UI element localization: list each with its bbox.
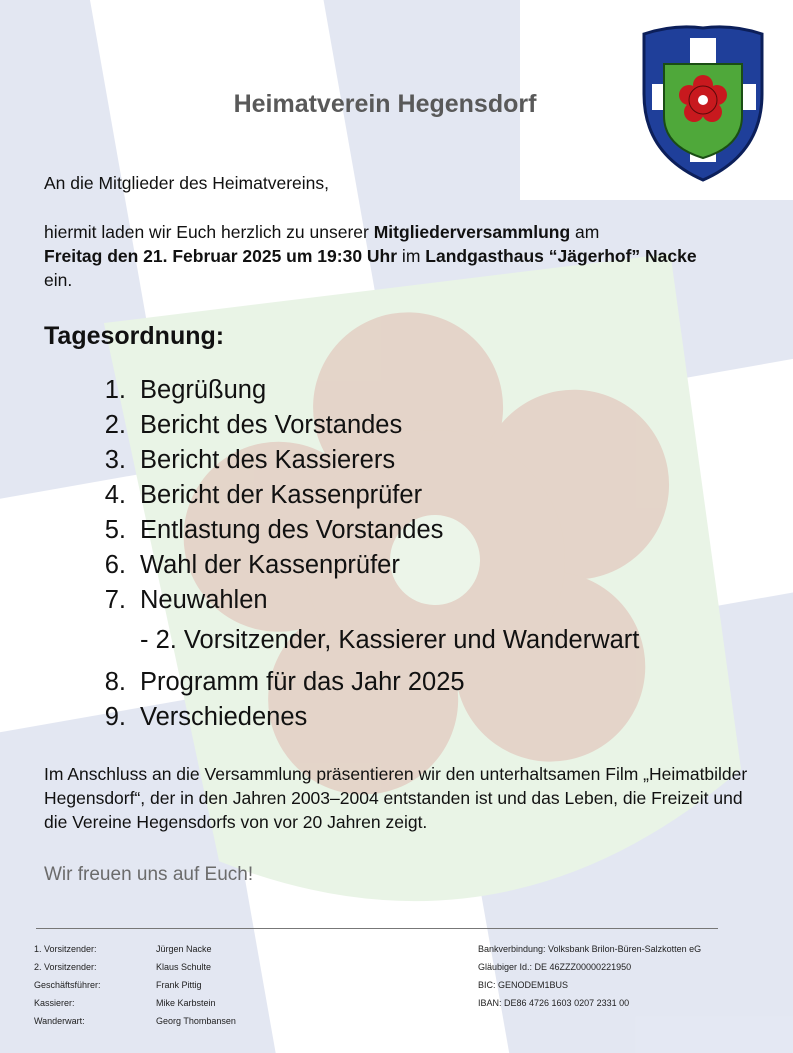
footer-role: Geschäftsführer: (34, 980, 101, 990)
agenda-text: Programm für das Jahr 2025 (140, 668, 465, 696)
agenda-number: 6. (104, 551, 126, 579)
agenda-text: Bericht des Vorstandes (140, 411, 403, 439)
footer-roles (34, 940, 101, 1030)
agenda-heading: Tagesordnung: (44, 322, 225, 350)
agenda-number: 3. (104, 446, 126, 474)
event-date: Freitag den 21. Februar 2025 um 19:30 Uhr (44, 246, 398, 266)
agenda-number: 4. (104, 481, 126, 509)
bank-line: IBAN: DE86 4726 1603 0207 2331 00 (478, 998, 630, 1008)
agenda-text: Neuwahlen (140, 586, 268, 614)
event-location: Landgasthaus “Jägerhof” Nacke (425, 246, 697, 266)
agenda-text: Verschiedenes (140, 703, 308, 731)
page-title: Heimatverein Hegensdorf (233, 90, 537, 118)
invitation-paragraph (44, 220, 764, 292)
footer-role: Wanderwart: (34, 1016, 85, 1026)
closing-thanks: Wir freuen uns auf Euch! (44, 864, 254, 885)
footer-name: Jürgen Nacke (156, 944, 212, 954)
footer-name: Georg Thombansen (156, 1016, 236, 1026)
agenda-number: 7. (104, 586, 126, 614)
invite-text: hiermit laden wir Euch herzlich zu unserer (44, 222, 374, 242)
agenda-number: 5. (104, 516, 126, 544)
agenda-text: Begrüßung (140, 376, 267, 404)
bank-line: Bankverbindung: Volksbank Brilon-Büren-Salzkotten eG (478, 944, 702, 954)
salutation: An die Mitglieder des Heimatvereins, (44, 173, 329, 193)
bank-line: Gläubiger Id.: DE 46ZZZ00000221950 (478, 962, 632, 972)
footer-names (156, 940, 236, 1030)
agenda-text: Bericht der Kassenprüfer (140, 481, 423, 509)
agenda-text: - 2. Vorsitzender, Kassierer und Wanderwart (140, 626, 640, 654)
footer-divider (36, 928, 718, 929)
agenda-number: 8. (104, 668, 126, 696)
event-name: Mitgliederversammlung (373, 222, 571, 242)
footer-name: Mike Karbstein (156, 998, 216, 1008)
bank-line: BIC: GENODEM1BUS (478, 980, 569, 990)
invite-text: am (570, 222, 600, 242)
agenda-text: Entlastung des Vorstandes (140, 516, 444, 544)
footer-name: Frank Pittig (156, 980, 202, 990)
closing-paragraph: Im Anschluss an die Versammlung präsentieren wir den unterhaltsamen Film „Heimatbilder Hegensdorf“, der in den Jahren 2003–2004 entstanden ist und das Leben, die Freizeit und die Vereine Hegensdorfs von vor 20 Jahren zeigt. (44, 764, 748, 832)
footer-role: Kassierer: (34, 998, 75, 1008)
agenda-number: 2. (104, 411, 126, 439)
agenda-number: 1. (104, 376, 126, 404)
agenda-number: 9. (104, 703, 126, 731)
invite-text: im (397, 246, 426, 266)
invite-text: ein. (44, 270, 73, 290)
footer-name: Klaus Schulte (156, 962, 212, 972)
agenda-text: Bericht des Kassierers (140, 446, 396, 474)
footer-role: 1. Vorsitzender: (34, 944, 97, 954)
footer-bank-details (478, 940, 701, 1012)
agenda-text: Wahl der Kassenprüfer (140, 551, 400, 579)
footer-role: 2. Vorsitzender: (34, 962, 97, 972)
